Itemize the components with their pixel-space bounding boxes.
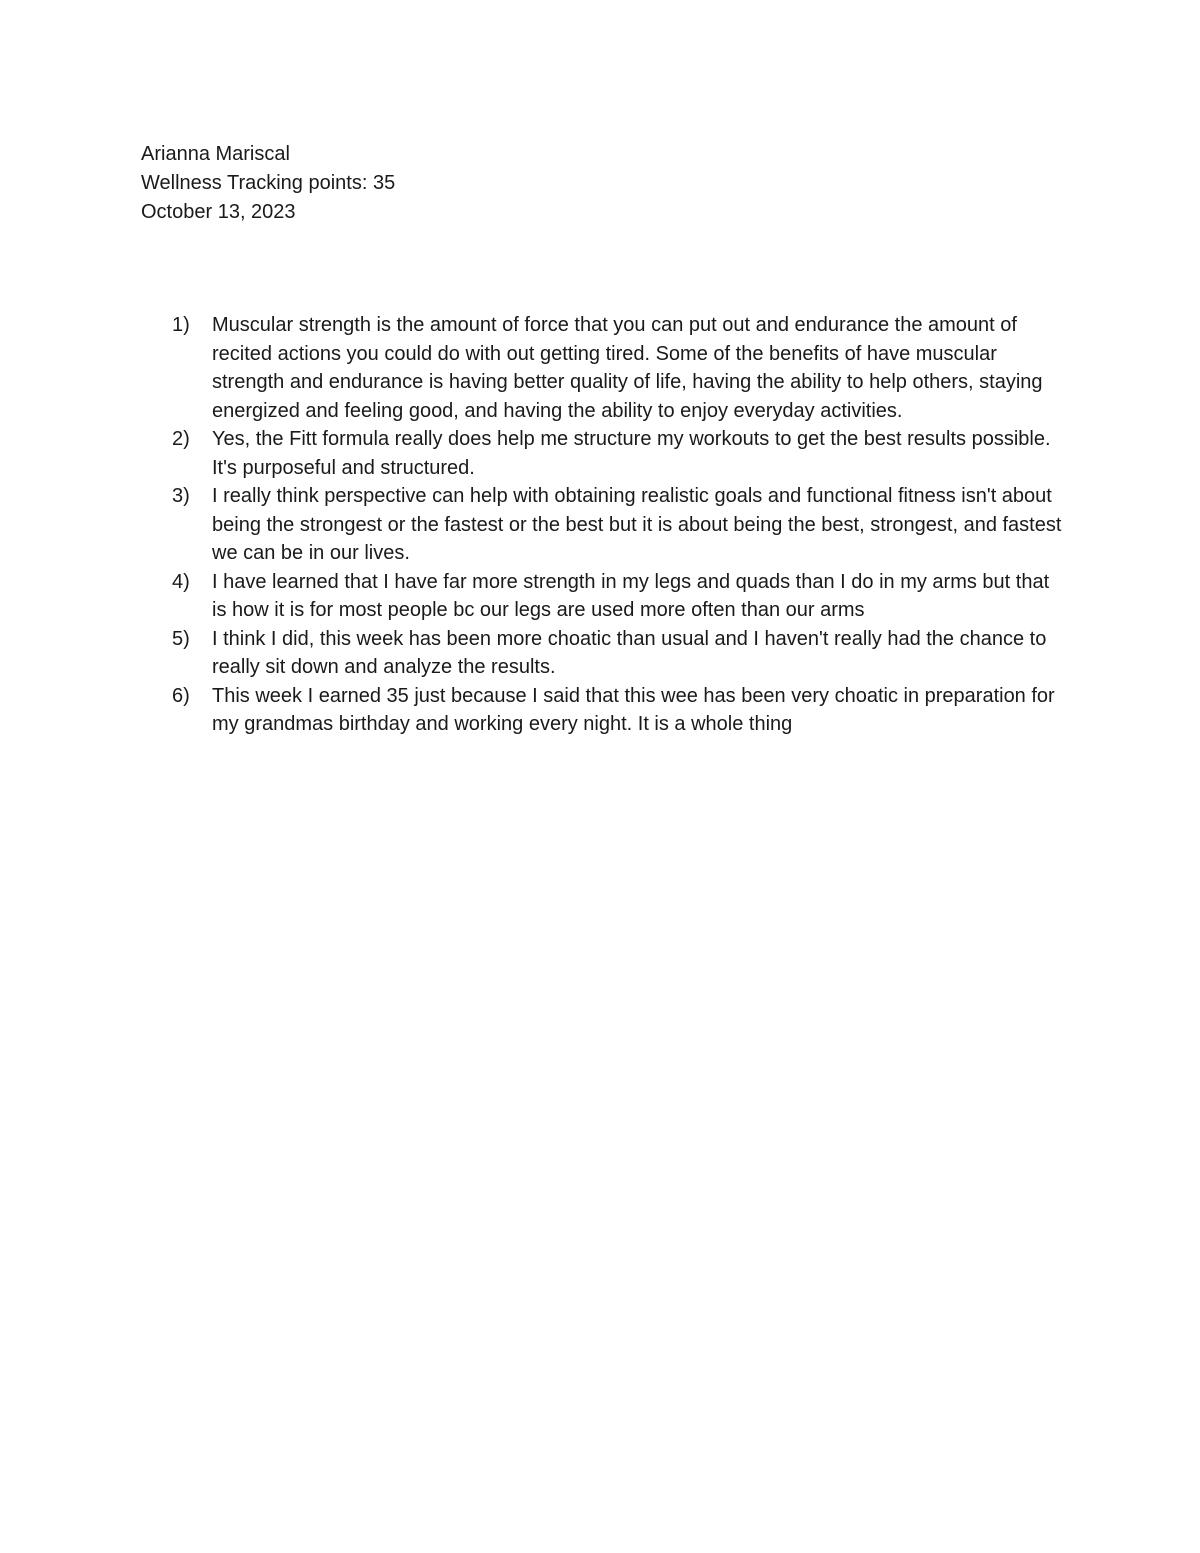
answer-text: This week I earned 35 just because I said that this wee has been very choatic in preparation for my grandmas birthday and working every night. It is a whole thing [212, 684, 1055, 735]
answer-number: 3) [172, 485, 190, 507]
answer-item-2 [172, 425, 1072, 482]
answer-number: 4) [172, 570, 190, 593]
answer-item-3 [172, 482, 1072, 568]
answer-item-6 [172, 682, 1072, 739]
answer-text: Yes, the Fitt formula really does help me structure my workouts to get the best results possible. It's purposeful and structured. [212, 428, 1051, 479]
answer-item-4 [172, 568, 1072, 625]
answers-list [172, 311, 1072, 739]
answer-number: 1) [172, 314, 190, 336]
answer-text: I think I did, this week has been more choatic than usual and I haven't really had the chance to really sit down and analyze the results. [212, 627, 1047, 678]
answer-item-5 [172, 625, 1072, 682]
answer-number: 2) [172, 428, 190, 450]
document-header [141, 140, 395, 227]
document-date: October 13, 2023 [141, 201, 296, 223]
answer-text: I have learned that I have far more strength in my legs and quads than I do in my arms but that is how it is for most people bc our legs are used more often than our arms [212, 570, 1050, 621]
answer-number: 5) [172, 627, 190, 650]
student-name: Arianna Mariscal [141, 143, 290, 165]
answer-number: 6) [172, 684, 190, 707]
wellness-points: Wellness Tracking points: 35 [141, 172, 396, 194]
answer-text: I really think perspective can help with obtaining realistic goals and functional fitness isn't about being the strongest or the fastest or the best but it is about being the best, strongest, and fastest we can be in our lives. [212, 485, 1062, 564]
answer-item-1 [172, 311, 1072, 425]
answer-text: Muscular strength is the amount of force that you can put out and endurance the amount of recited actions you could do with out getting tired. Some of the benefits of have muscular strength and endurance is having better quality of life, having the ability to help others, staying energized and feeling good, and having the ability to enjoy everyday activities. [212, 314, 1043, 422]
